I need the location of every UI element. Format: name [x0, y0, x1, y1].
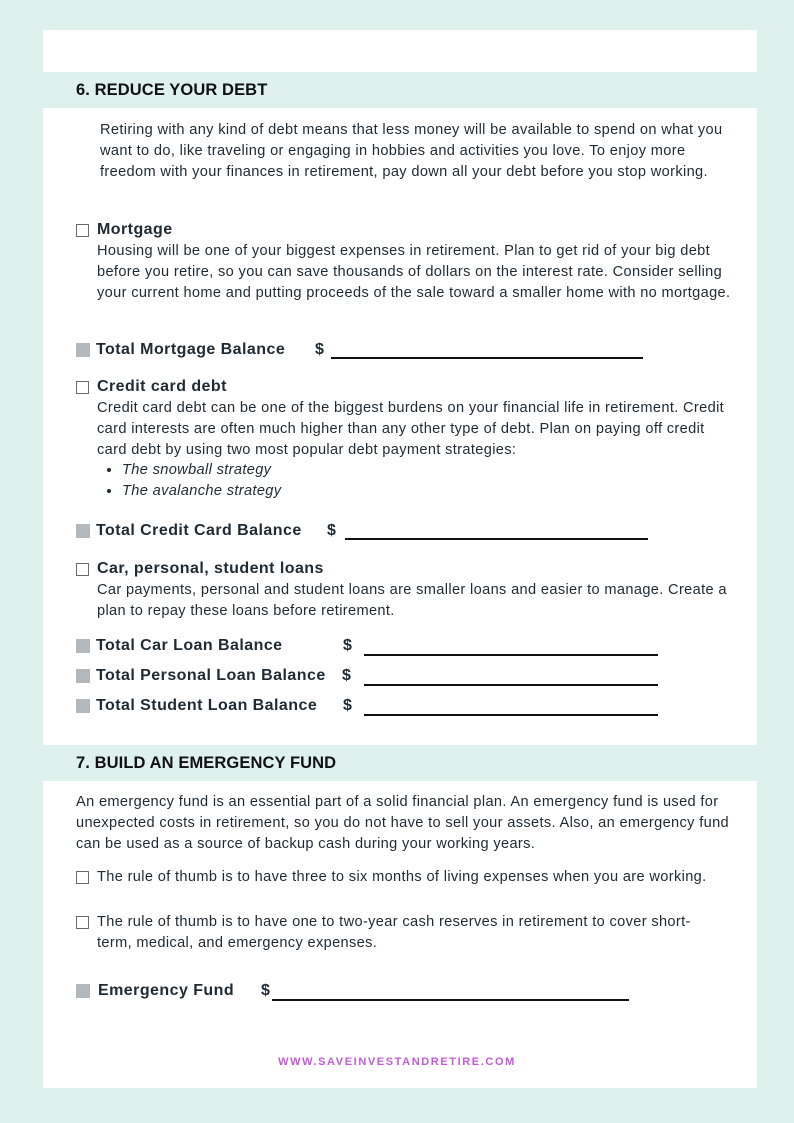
credit-card-total-marker — [76, 524, 90, 538]
section-6-title: 6. REDUCE YOUR DEBT — [76, 81, 268, 99]
personal-loan-marker — [76, 669, 90, 683]
section-6-intro: Retiring with any kind of debt means that less money will be available to spend on what you want to do, like traveling or engaging in hobbies and activities you love. To enjoy more freedom with your finances in retirement, pay down all your debt before you stop working. — [100, 122, 723, 180]
mortgage-heading: Mortgage — [97, 221, 173, 238]
credit-card-heading: Credit card debt — [97, 378, 227, 395]
section-7-title: 7. BUILD AN EMERGENCY FUND — [76, 754, 337, 772]
rule-2-text: The rule of thumb is to have one to two-year cash reserves in retirement to cover short-term, medical, and emergency expenses. — [97, 914, 691, 951]
credit-card-total-field[interactable] — [345, 538, 648, 540]
credit-card-currency: $ — [327, 522, 336, 539]
car-loan-label: Total Car Loan Balance — [96, 637, 283, 654]
credit-card-body: Credit card debt can be one of the biggest burdens on your financial life in retirement. Credit card interests are often much higher than any other type of debt. Plan on paying off credit card debt by using two most popular debt payment strategies: — [97, 400, 725, 458]
list-item: • The avalanche strategy — [122, 481, 281, 502]
mortgage-total-label: Total Mortgage Balance — [96, 341, 286, 358]
mortgage-total-marker — [76, 343, 90, 357]
debt-strategy-list — [96, 460, 281, 502]
section-7-header — [43, 745, 757, 781]
emergency-fund-label: Emergency Fund — [98, 982, 235, 999]
footer-website: WWW.SAVEINVESTANDRETIRE.COM — [278, 1056, 516, 1068]
mortgage-total-field[interactable] — [331, 357, 643, 359]
rule-1-text: The rule of thumb is to have three to six months of living expenses when you are working. — [97, 869, 707, 885]
credit-card-total-label: Total Credit Card Balance — [96, 522, 302, 539]
car-loan-marker — [76, 639, 90, 653]
rule-1-checkbox[interactable] — [76, 871, 89, 884]
car-loan-field[interactable] — [364, 654, 658, 656]
student-loan-label: Total Student Loan Balance — [96, 697, 318, 714]
section-6-header — [43, 72, 757, 108]
student-loan-marker — [76, 699, 90, 713]
emergency-fund-marker — [76, 984, 90, 998]
loans-heading: Car, personal, student loans — [97, 560, 324, 577]
mortgage-body: Housing will be one of your biggest expenses in retirement. Plan to get rid of your big debt before you retire, so you can save thousands of dollars on the interest rate. Consider selling your current home and putting proceeds of the sale toward a smaller home with no mortgage. — [97, 243, 731, 301]
mortgage-checkbox[interactable] — [76, 224, 89, 237]
personal-loan-field[interactable] — [364, 684, 658, 686]
student-loan-field[interactable] — [364, 714, 658, 716]
rule-2-checkbox[interactable] — [76, 916, 89, 929]
personal-loan-currency: $ — [342, 667, 351, 684]
car-loan-currency: $ — [343, 637, 352, 654]
credit-card-checkbox[interactable] — [76, 381, 89, 394]
loans-checkbox[interactable] — [76, 563, 89, 576]
mortgage-currency: $ — [315, 341, 324, 358]
student-loan-currency: $ — [343, 697, 352, 714]
emergency-fund-field[interactable] — [272, 999, 629, 1001]
list-item: • The snowball strategy — [122, 460, 281, 481]
section-7-intro: An emergency fund is an essential part of a solid financial plan. An emergency fund is used for unexpected costs in retirement, so you do not have to sell your assets. Also, an emergency fund can be used as a source of backup cash during your working years. — [76, 794, 730, 852]
loans-body: Car payments, personal and student loans are smaller loans and easier to manage. Create a plan to repay these loans before retirement. — [97, 582, 727, 619]
emergency-fund-currency: $ — [261, 982, 270, 999]
personal-loan-label: Total Personal Loan Balance — [96, 667, 326, 684]
